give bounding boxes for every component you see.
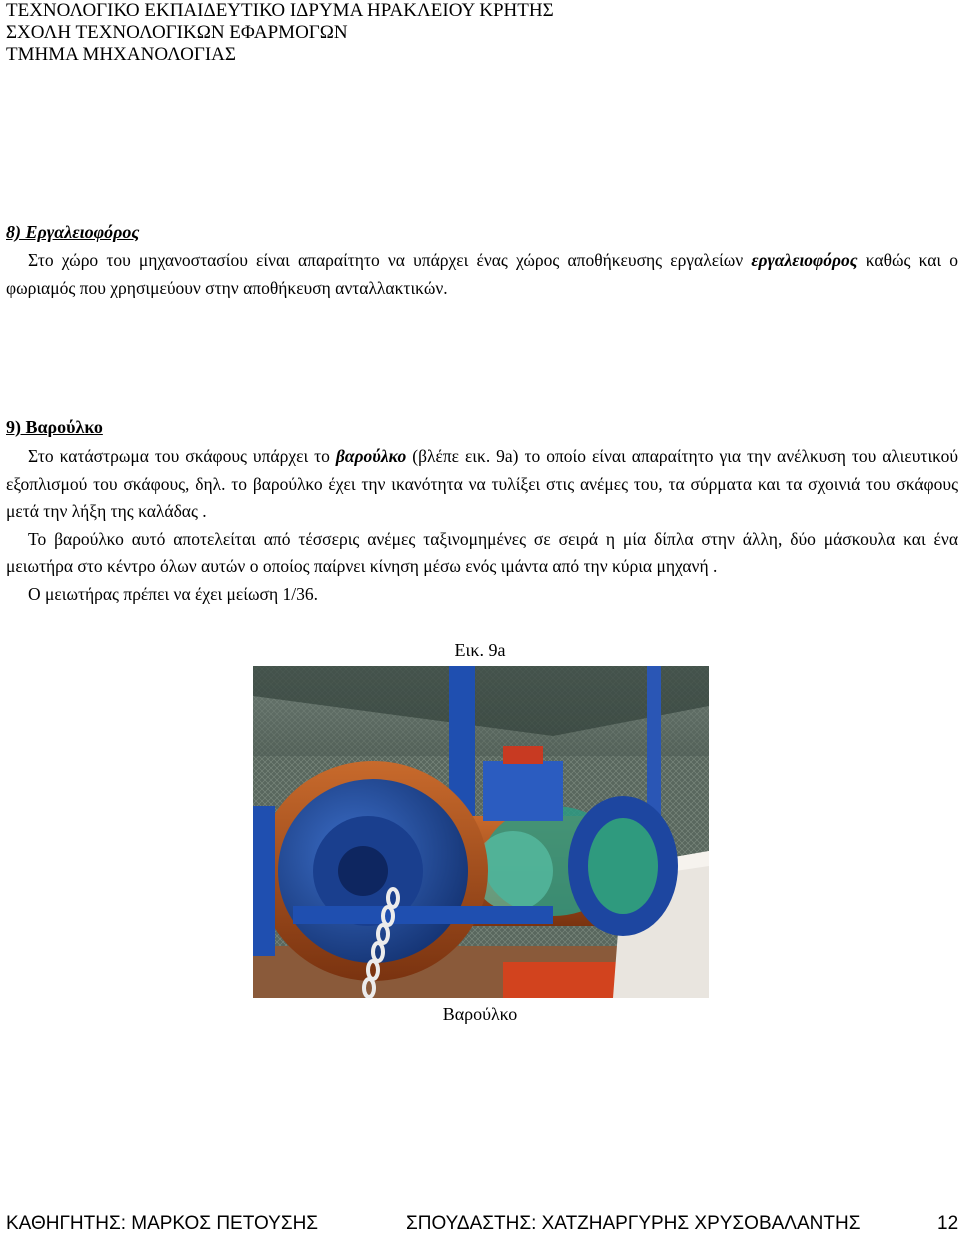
- figure-label: Εικ. 9a: [454, 640, 506, 660]
- figure-caption: Βαρούλκο: [442, 1004, 518, 1024]
- footer-professor: ΚΑΘΗΓΗΤΗΣ: ΜΑΡΚΟΣ ΠΕΤΟΥΣΗΣ: [6, 1213, 319, 1234]
- section-9-p2: Το βαρούλκο αυτό αποτελείται από τέσσερις ανέμες ταξινομημένες σε σειρά η μία δίπλα στην άλλη, δύο μάσκουλα και ένα μειωτήρα στο κέντρο όλων αυτών ο οποίος παίρνει κίνηση μέσω ενός ιμάντα από την κύρια μηχανή .: [6, 528, 958, 576]
- section-8-bold-term: εργαλειοφόρος: [751, 250, 858, 270]
- section-9-bold-term: βαρούλκο: [335, 446, 407, 466]
- footer-student: ΣΠΟΥΔΑΣΤΗΣ: ΧΑΤΖΗΑΡΓΥΡΗΣ ΧΡΥΣΟΒΑΛΑΝΤΗΣ: [406, 1213, 861, 1234]
- section-9-p1-a: Στο κατάστρωμα του σκάφους υπάρχει το: [28, 446, 336, 466]
- winch-photo: [253, 666, 709, 998]
- header-institution: ΤΕΧΝΟΛΟΓΙΚΟ ΕΚΠΑΙΔΕΥΤΙΚΟ ΙΔΡΥΜΑ ΗΡΑΚΛΕΙΟΥ ΚΡΗΤΗΣ: [6, 0, 554, 21]
- section-8-body: [6, 247, 958, 302]
- section-9-body: [6, 443, 958, 608]
- section-9-p3: Ο μειωτήρας πρέπει να έχει μείωση 1/36.: [28, 583, 318, 604]
- section-8-title: 8) Εργαλειοφόρος: [6, 222, 140, 242]
- page-number: 12: [937, 1213, 959, 1234]
- header-department: ΤΜΗΜΑ ΜΗΧΑΝΟΛΟΓΙΑΣ: [6, 44, 236, 65]
- section-8-text-b: καθώς και ο φωριαμός που χρησιμεύουν στην αποθήκευση ανταλλακτικών.: [6, 250, 958, 298]
- section-9-title: 9) Βαρούλκο: [6, 417, 103, 437]
- section-9-p1-b: (βλέπε εικ. 9a) το οποίο είναι απαραίτητο για την ανέλκυση του αλιευτικού εξοπλισμού του σκάφους, δηλ. το βαρούλκο έχει την ικανότητα να τυλίξει στις ανέμες του, τα σύρματα και τα σχοινιά του σκάφους μετά την λήξη της καλάδας .: [6, 446, 958, 521]
- section-8-text-a: Στο χώρο του μηχανοστασίου είναι απαραίτητο να υπάρχει ένας χώρος αποθήκευσης εργαλείων: [28, 250, 752, 270]
- header-school: ΣΧΟΛΗ ΤΕΧΝΟΛΟΓΙΚΩΝ ΕΦΑΡΜΟΓΩΝ: [6, 22, 348, 43]
